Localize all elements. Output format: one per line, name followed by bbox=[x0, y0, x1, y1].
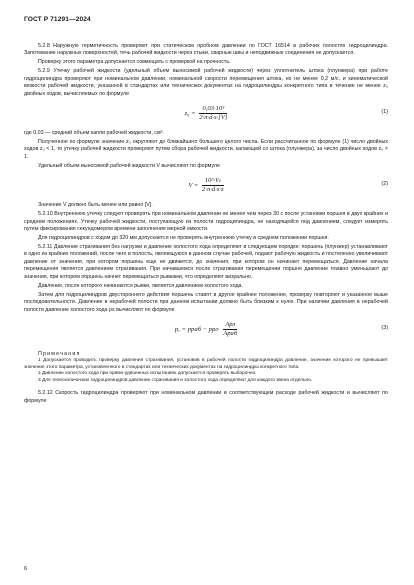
paragraph: где 0,03 — средний объем капли рабочей жидкости, см³. bbox=[24, 130, 164, 137]
formula-numerator: Aрл bbox=[225, 320, 236, 328]
paragraph: Полученное по формуле значение z₀ округляют до ближайшего большего целого числа. Если рассчитанное по формуле (1) число двойных ходов z₀ < 1, то утечку рабочей жидкости проверяют путем сбора рабочей жидкости, капающей со штока (плунжера), за число двойных ходов z₀ > 1. bbox=[24, 139, 388, 160]
paragraph: 5.2.9 Утечку рабочей жидкости (удельный объем выносимой рабочей жидкости) через уплотнитель штока (плунжера) при работе гидроцилиндра проверяют при номинальном давлении, номинальной скорости перемещения штока, но не менее 0,2 м/с, и кинематической вязкости рабочей жидкости, указанной в стандартах или технических документах на гидроцилиндры конкретного типа в течение не менее z₀ двойных ходов, вычисляемых по формуле bbox=[24, 68, 388, 97]
notes-title: Примечания bbox=[38, 350, 81, 357]
note-item: 1 Допускается проводить проверку давления страгивания, установив в рабочей полости гидроцилиндра давление, значение которого не превышает значение этого параметра, установленного в стандартах или технических документах на гидроцилиндры конкретного типа. bbox=[24, 357, 388, 370]
formula-fraction bbox=[199, 105, 227, 122]
formula-lhs: z₀ = bbox=[184, 110, 196, 118]
formula-number: (1) bbox=[381, 109, 388, 116]
formula-3 bbox=[24, 318, 388, 342]
note-item: 2 Давление холостого хода при прямо-удвоенных испытаниях допускается проверять выборочно. bbox=[38, 371, 257, 377]
formula-2 bbox=[24, 174, 388, 198]
formula-denominator: Aраб bbox=[223, 329, 238, 337]
note-item: 3 Для телескопических гидроцилиндров давление страгивания и холостого хода определяют для каждого звена отдельно. bbox=[38, 377, 313, 383]
paragraph: Для гидроцилиндров с ходом до 320 мм допускается не проверять внутреннюю утечку в среднем положении поршня. bbox=[38, 235, 329, 242]
paragraph: 5.2.10 Внутреннюю утечку следует проверять при номинальном давлении не менее чем через 30 с после установки поршня в двух крайних и среднем положениях. Утечку рабочей жидкости, поступающую из полости гидроцилиндра, не находящейся под давлением, следует измерять путем фиксирования секундомером времени заполнения мерной емкости. bbox=[24, 211, 388, 233]
formula-denominator: 2·π·d·s·[V] bbox=[199, 114, 228, 122]
standard-header: ГОСТ Р 71291—2024 bbox=[24, 16, 91, 23]
formula-number: (2) bbox=[381, 181, 388, 188]
formula-lhs: V = bbox=[188, 182, 199, 190]
paragraph: Удельный объем выносимой рабочей жидкости V вычисляют по формуле bbox=[38, 162, 220, 169]
formula-fraction bbox=[223, 321, 237, 338]
paragraph: 5.2.11 Давление страгивания без нагрузки и давление холостого хода определяют в следующем порядке: поршень (плунжер) устанавливают в одно из крайних положений, после чего в полость, являющуюся в данном случае рабочей, подают рабочую жидкость и постепенно увеличивают давление от значения, при котором поршень еще не движется, до значения, при котором он начинает перемещаться. Давление начала перемещения является давлением страгивания. При начавшемся после страгивания перемещении поршня давление плавно уменьшают до значения, при котором поршень начнет перемещаться рывками, что определяют визуально. bbox=[24, 244, 388, 280]
paragraph: Затем для гидроцилиндров двустороннего действия поршень ставят в другое крайнее положение, проверку повторяют и указанное выше последовательности. Давление в нерабочей полости при данном испытании должно быть близким к нулю. При наличии давления в нерабочей полости давление холостого хода pх вычисляют по формуле bbox=[24, 291, 388, 313]
formula-denominator: 2·π·d·s·z bbox=[202, 186, 224, 194]
formula-number: (3) bbox=[381, 324, 388, 331]
formula-lhs: pₓ = pраб − pрл· bbox=[174, 325, 220, 333]
paragraph: Проверку этого параметра допускается совмещать с проверкой на прочность. bbox=[38, 59, 231, 66]
formula-numerator: 10³·Vₜ bbox=[202, 177, 224, 186]
paragraph: 5.2.8 Наружную герметичность проверяют при статическом пробном давлении по ГОСТ 16514 в рабочих полостях гидроцилиндра. Запотевание наружных поверхностей, течь рабочей жидкости через стыки, сварные швы и неподвижные соединения не допускается. bbox=[24, 43, 388, 57]
page-number: 6 bbox=[24, 566, 27, 572]
paragraph: 5.2.12 Скорость гидроцилиндра проверяют при номинальном давлении и соответствующем расходе рабочей жидкости и вычисляют по формуле bbox=[24, 390, 388, 404]
paragraph: Значение V должно быть менее или равно [V]. bbox=[38, 202, 153, 209]
formula-numerator: 0,03·10³ bbox=[199, 105, 227, 114]
paragraph: Давление, после которого начинаются рывки, является давлением холостого хода. bbox=[38, 282, 243, 289]
formula-1 bbox=[24, 102, 388, 126]
formula-fraction bbox=[202, 177, 224, 194]
